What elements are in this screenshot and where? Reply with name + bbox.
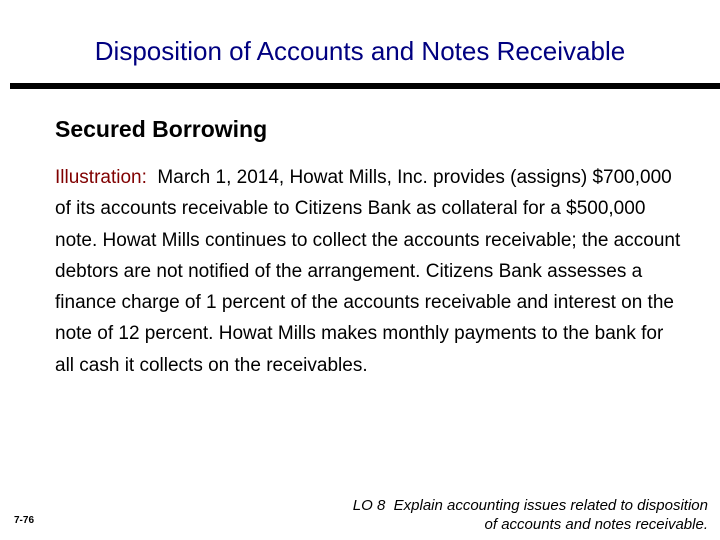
learning-objective-line: of accounts and notes receivable.	[484, 516, 708, 533]
illustration-text: March 1, 2014, Howat Mills, Inc. provides (assigns) $700,000 of its accounts receivable to Citizens Bank as collateral for a $500,000 note. Howat Mills continues to collect the accounts receivable; the account debtors are not notified of the arrangement. Citizens Bank assesses a finance charge of 1 percent of the accounts receivable and interest on the note of 12 percent. Howat Mills makes monthly payments to the bank for all cash it collects on the receivables.	[55, 167, 686, 376]
illustration-paragraph	[55, 162, 685, 381]
title-divider	[10, 83, 720, 89]
illustration-label: Illustration:	[55, 167, 147, 188]
learning-objective-line: LO 8 Explain accounting issues related to disposition	[352, 497, 708, 514]
slide-number: 7-76	[14, 515, 35, 526]
section-heading: Secured Borrowing	[55, 116, 268, 142]
slide-title: Disposition of Accounts and Notes Receivable	[94, 36, 626, 66]
learning-objective-note	[268, 496, 708, 534]
